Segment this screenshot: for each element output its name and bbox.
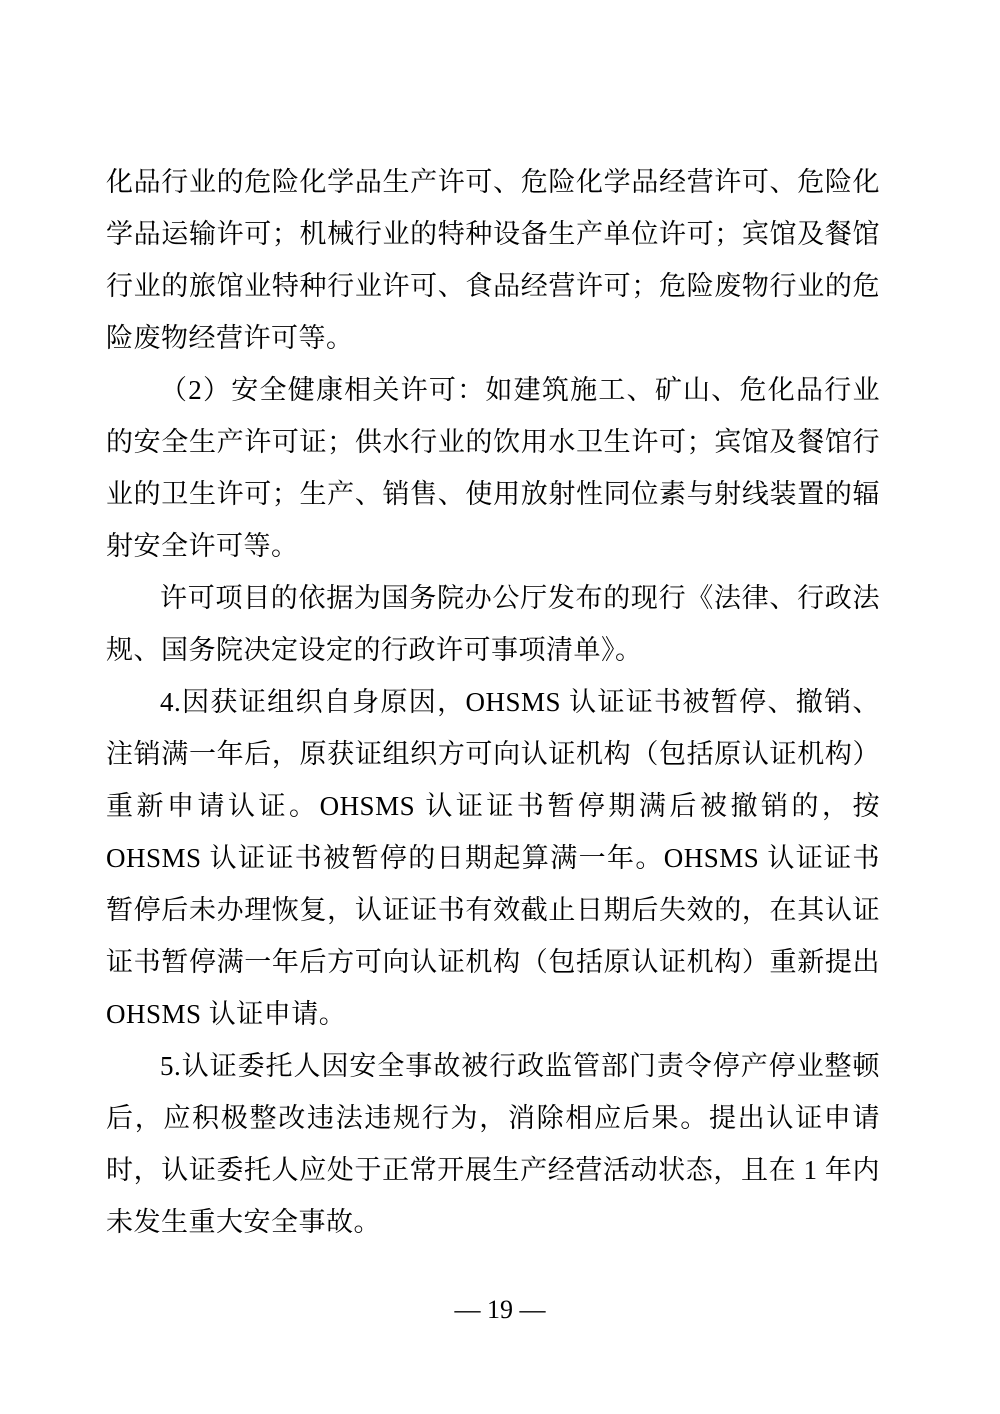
paragraph-item-5-accident-rectification: 5.认证委托人因安全事故被行政监管部门责令停产停业整顿后，应积极整改违法违规行为，消除相应后果。提出认证申请时，认证委托人应处于正常开展生产经营活动状态，且在 1 年内未发生重大安全事故。 (106, 1051, 880, 1237)
page-number: — 19 — (454, 1295, 546, 1324)
paragraph-industry-permits-continuation: 化品行业的危险化学品生产许可、危险化学品经营许可、危险化学品运输许可；机械行业的特种设备生产单位许可；宾馆及餐馆行业的旅馆业特种行业许可、食品经营许可；危险废物行业的危险废物经营许可等。 (106, 167, 880, 353)
paragraph-safety-health-permits: （2）安全健康相关许可：如建筑施工、矿山、危化品行业的安全生产许可证；供水行业的饮用水卫生许可；宾馆及餐馆行业的卫生许可；生产、销售、使用放射性同位素与射线装置的辐射安全许可等。 (106, 375, 880, 561)
page-footer (0, 1292, 1000, 1328)
paragraph-item-4-certificate-suspension: 4.因获证组织自身原因，OHSMS 认证证书被暂停、撤销、注销满一年后，原获证组织方可向认证机构（包括原认证机构）重新申请认证。OHSMS 认证证书暂停期满后被撤销的，按 OHSMS 认证证书被暂停的日期起算满一年。OHSMS 认证证书暂停后未办理恢复，认证证书有效截止日期后失效的，在其认证证书暂停满一年后方可向认证机构（包括原认证机构）重新提出 OHSMS 认证申请。 (106, 687, 880, 1029)
document-body (106, 156, 880, 1248)
paragraph-permit-basis: 许可项目的依据为国务院办公厅发布的现行《法律、行政法规、国务院决定设定的行政许可事项清单》。 (106, 583, 880, 665)
